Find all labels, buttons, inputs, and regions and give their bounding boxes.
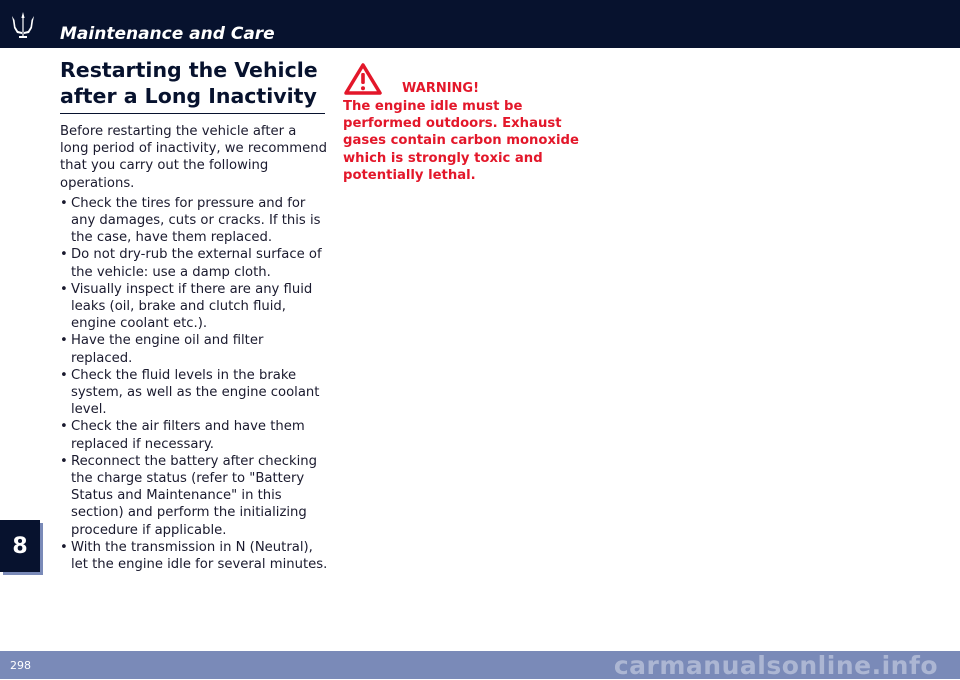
bullet-marker: • bbox=[60, 367, 68, 383]
section-title: Maintenance and Care bbox=[60, 24, 275, 44]
list-item-text: Check the tires for pressure and for any damages, cuts or cracks. If this is the case, have them replaced. bbox=[71, 195, 321, 246]
warning-text: The engine idle must be performed outdoors. Exhaust gases contain carbon monoxide which is strongly toxic and potentially lethal. bbox=[343, 99, 579, 183]
list-item bbox=[60, 195, 328, 247]
list-item bbox=[60, 453, 328, 539]
list-item bbox=[60, 418, 328, 452]
list-item bbox=[60, 246, 328, 280]
bullet-marker: • bbox=[60, 333, 68, 349]
list-item-text: Check the fluid levels in the brake system, as well as the engine coolant level. bbox=[71, 367, 320, 418]
page-title bbox=[60, 57, 325, 114]
warning-header bbox=[343, 62, 593, 96]
list-item bbox=[60, 367, 328, 419]
page-title-line-1: Restarting the Vehicle bbox=[60, 58, 318, 82]
warning-label: WARNING! bbox=[402, 81, 480, 96]
bullet-marker: • bbox=[60, 195, 68, 211]
bullet-marker: • bbox=[60, 453, 68, 469]
list-item-text: Reconnect the battery after checking the charge status (refer to "Battery Status and Maintenance" in this section) and perform the initializing procedure if applicable. bbox=[71, 453, 317, 538]
list-item-text: Check the air filters and have them replaced if necessary. bbox=[71, 419, 305, 452]
intro-paragraph: Before restarting the vehicle after a long period of inactivity, we recommend that you carry out the following operations. bbox=[60, 124, 327, 191]
chapter-tab[interactable]: 8 bbox=[0, 520, 40, 572]
list-item bbox=[60, 281, 328, 333]
list-item-text: Visually inspect if there are any fluid leaks (oil, brake and clutch fluid, engine coolant etc.). bbox=[71, 281, 313, 332]
bullet-marker: • bbox=[60, 539, 68, 555]
header-bar bbox=[0, 0, 960, 48]
list-item-text: Have the engine oil and filter replaced. bbox=[71, 333, 264, 366]
main-content bbox=[60, 57, 328, 573]
list-item-text: With the transmission in N (Neutral), let the engine idle for several minutes. bbox=[71, 539, 328, 573]
warning-triangle-icon bbox=[343, 62, 383, 96]
bullet-marker: • bbox=[60, 419, 68, 435]
page-title-line-2: after a Long Inactivity bbox=[60, 84, 317, 108]
bullet-marker: • bbox=[60, 247, 68, 263]
trident-logo-icon bbox=[8, 10, 38, 40]
footer-bar bbox=[0, 651, 960, 679]
operations-list bbox=[60, 195, 328, 573]
warning-box bbox=[343, 62, 593, 184]
bullet-marker: • bbox=[60, 281, 68, 297]
watermark: carmanualsonline.info bbox=[613, 651, 938, 680]
list-item bbox=[60, 332, 328, 366]
list-item-text: Do not dry-rub the external surface of the vehicle: use a damp cloth. bbox=[71, 247, 322, 280]
page-number: 298 bbox=[10, 659, 31, 672]
list-item bbox=[60, 539, 328, 573]
